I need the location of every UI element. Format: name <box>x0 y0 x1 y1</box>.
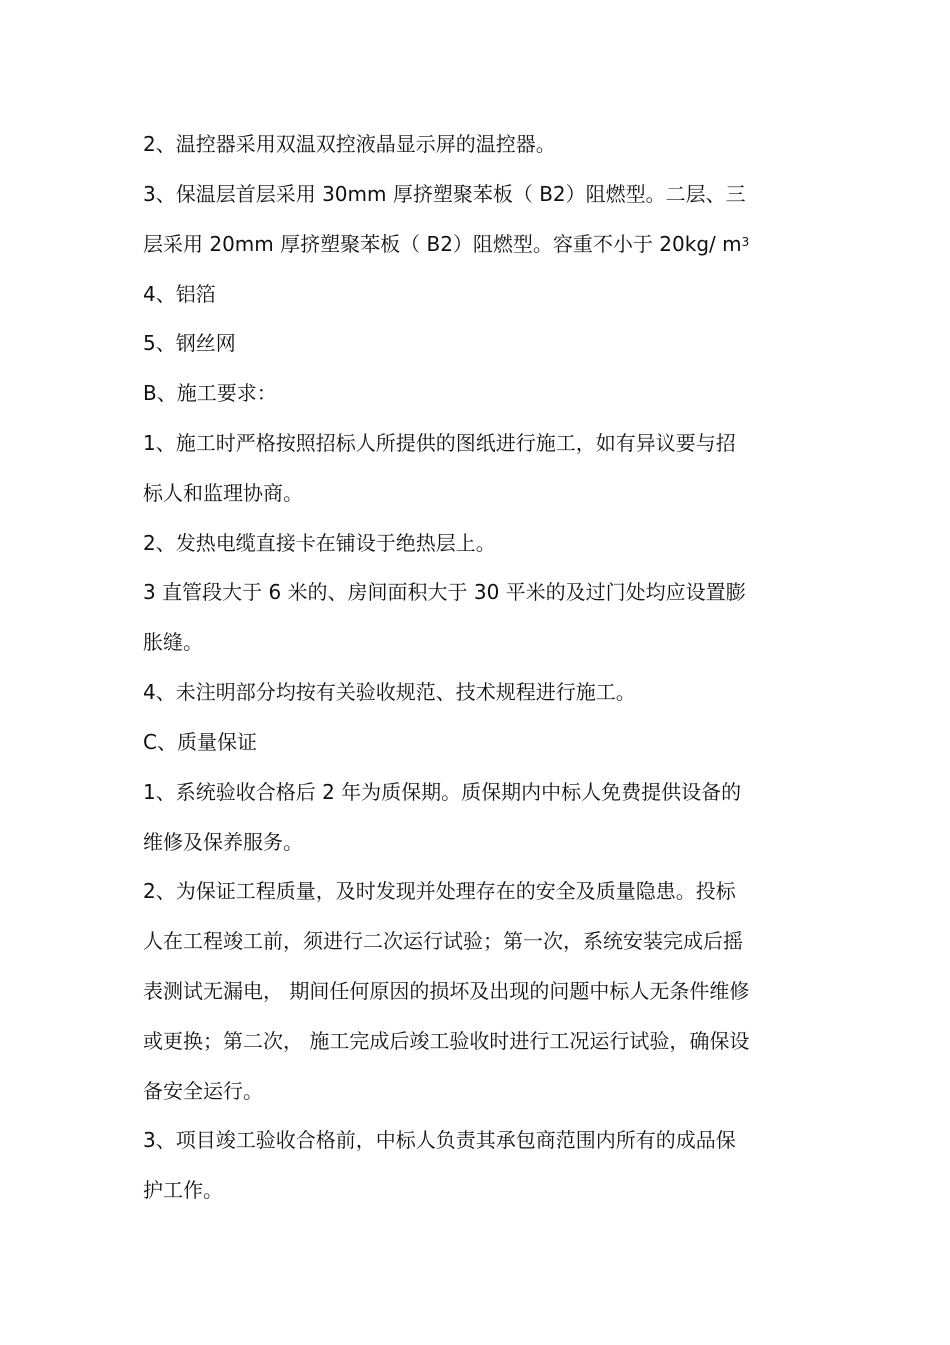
text-line: 2、发热电缆直接卡在铺设于绝热层上。 <box>143 531 496 555</box>
text-line: 1、系统验收合格后 2 年为质保期。质保期内中标人免费提供设备的 <box>143 780 742 804</box>
text-line: 3 直管段大于 6 米的、房间面积大于 30 平米的及过门处均应设置膨 <box>143 580 746 604</box>
text-line: 1、施工时严格按照招标人所提供的图纸进行施工，如有异议要与招 <box>143 431 736 455</box>
text-line: 备安全运行。 <box>143 1079 263 1103</box>
text-line: 5、钢丝网 <box>143 331 236 355</box>
text-line <box>143 232 803 256</box>
text-line: 或更换；第二次， 施工完成后竣工验收时进行工况运行试验，确保设 <box>143 1029 750 1053</box>
text-line: 表测试无漏电， 期间任何原因的损坏及出现的问题中标人无条件维修 <box>143 979 750 1003</box>
text-line: 2、温控器采用双温双控液晶显示屏的温控器。 <box>143 132 556 156</box>
text-line: 2、为保证工程质量，及时发现并处理存在的安全及质量隐患。投标 <box>143 879 736 903</box>
text-line: 3、保温层首层采用 30mm 厚挤塑聚苯板（ B2）阻燃型。二层、三 <box>143 182 746 206</box>
text-line: 维修及保养服务。 <box>143 830 303 854</box>
text-line: 胀缝。 <box>143 630 203 654</box>
superscript: 3 <box>741 235 750 249</box>
text-line: 人在工程竣工前，须进行二次运行试验；第一次，系统安装完成后摇 <box>143 929 743 953</box>
text-line: 4、未注明部分均按有关验收规范、技术规程进行施工。 <box>143 680 636 704</box>
section-heading: C、质量保证 <box>143 730 257 754</box>
section-heading: B、施工要求： <box>143 381 277 405</box>
text-line-content: 层采用 20mm 厚挤塑聚苯板（ B2）阻燃型。容重不小于 20kg/ m <box>143 232 742 256</box>
text-line: 护工作。 <box>143 1178 223 1202</box>
text-line: 3、项目竣工验收合格前，中标人负责其承包商范围内所有的成品保 <box>143 1128 736 1152</box>
text-line: 4、铝箔 <box>143 282 216 306</box>
text-line: 标人和监理协商。 <box>143 481 303 505</box>
